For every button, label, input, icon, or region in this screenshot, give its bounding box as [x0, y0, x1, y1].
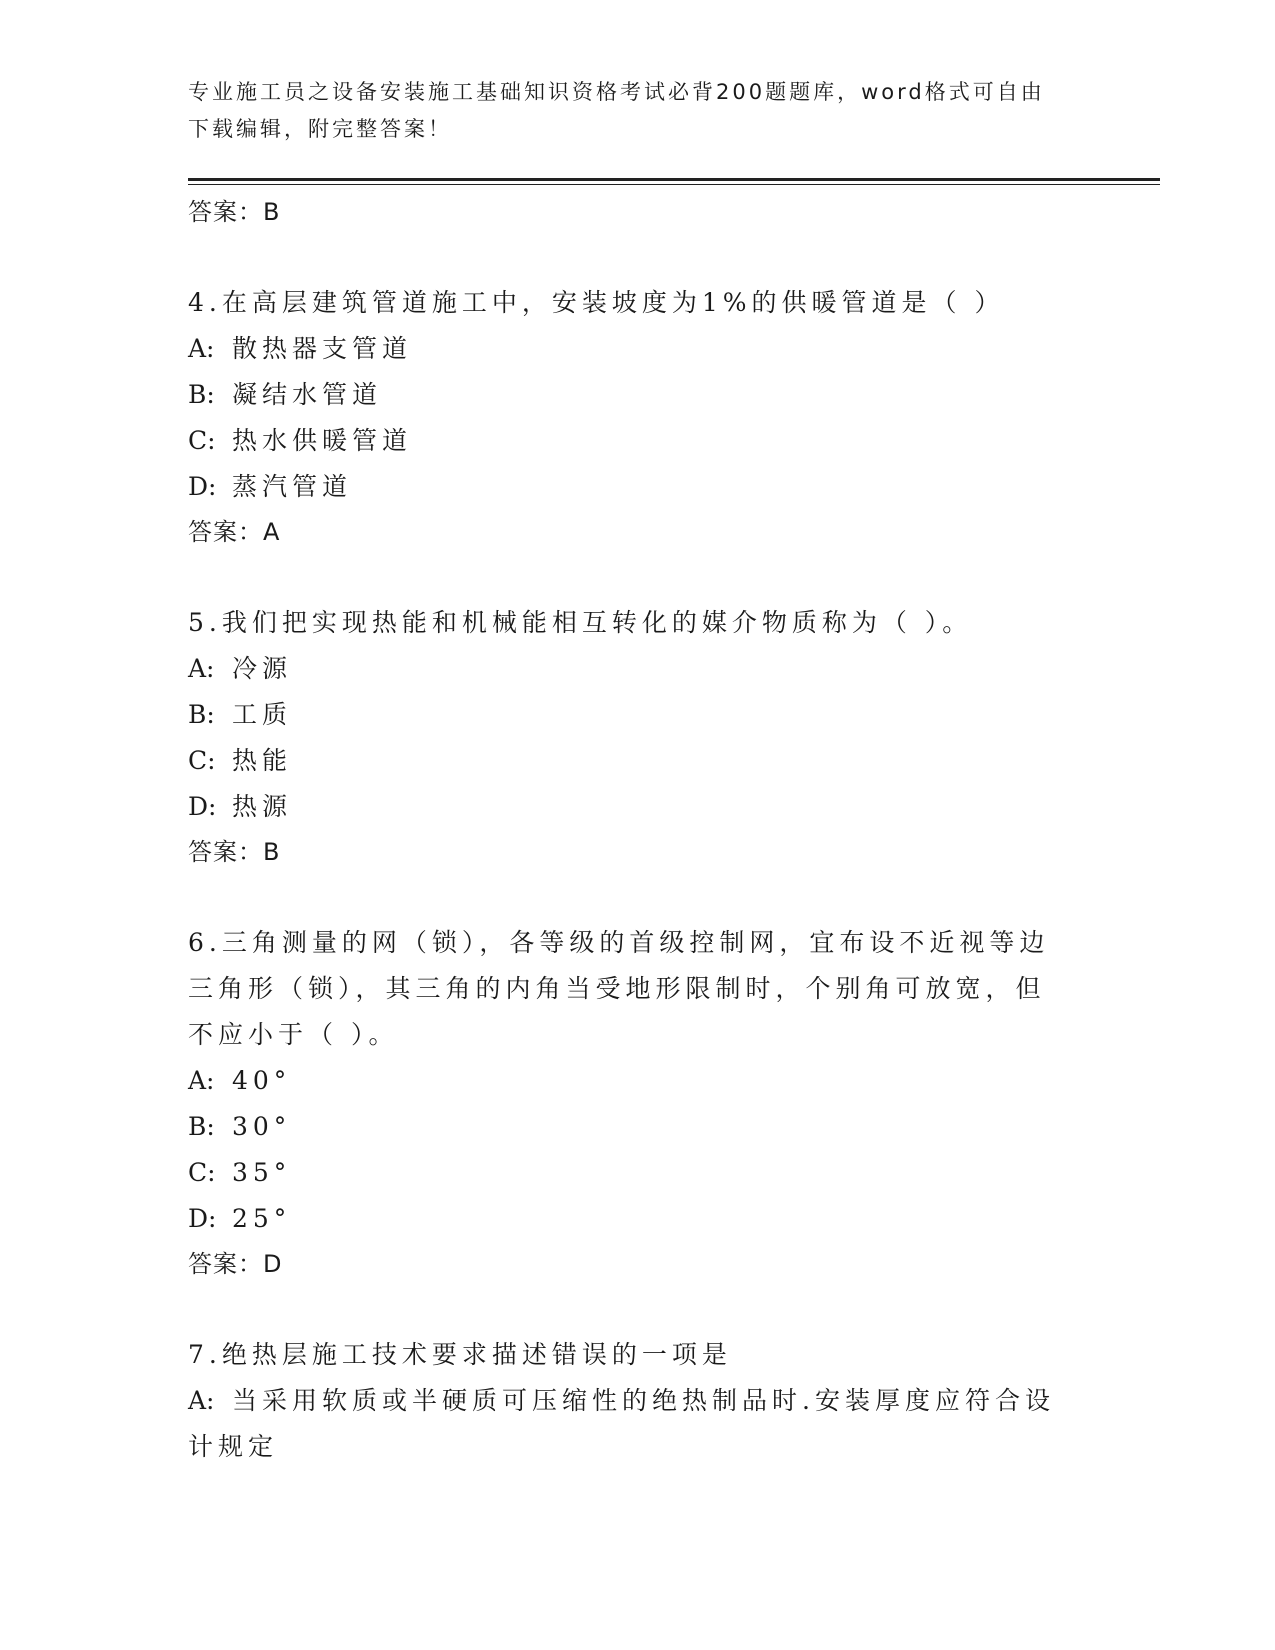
option-letter: A:: [188, 1066, 215, 1095]
option-text: 当采用软质或半硬质可压缩性的绝热制品时.安装厚度应符合设计规定: [188, 1386, 1055, 1461]
question-7: [188, 1332, 1068, 1470]
header-rule-thin: [188, 184, 1160, 185]
option-text: 蒸汽管道: [232, 472, 353, 501]
option-d: [188, 464, 1068, 510]
option-a: [188, 646, 1068, 692]
option-letter: A:: [188, 1386, 215, 1415]
option-a: [188, 1058, 1068, 1104]
option-b: [188, 372, 1068, 418]
option-text: 35°: [232, 1158, 292, 1187]
option-c: [188, 1150, 1068, 1196]
document-content: [188, 190, 1068, 1470]
document-header: 专业施工员之设备安装施工基础知识资格考试必背200题题库，word格式可自由下载编辑，附完整答案！: [188, 80, 1045, 141]
header-rule-thick: [188, 178, 1160, 181]
answer-label: 答案：B: [188, 198, 281, 226]
option-text: 30°: [232, 1112, 292, 1141]
option-text: 40°: [232, 1066, 292, 1095]
question-5: [188, 600, 1068, 875]
option-b: [188, 1104, 1068, 1150]
option-letter: D:: [188, 792, 217, 821]
option-letter: A:: [188, 334, 215, 363]
answer-label: 答案：D: [188, 1250, 283, 1278]
option-d: [188, 1196, 1068, 1242]
option-a: [188, 1378, 1068, 1470]
option-text: 散热器支管道: [232, 334, 413, 363]
option-text: 冷源: [232, 654, 293, 683]
option-text: 凝结水管道: [232, 380, 383, 409]
option-letter: B:: [188, 380, 215, 409]
option-letter: D:: [188, 472, 217, 501]
option-d: [188, 784, 1068, 830]
option-letter: D:: [188, 1204, 217, 1233]
option-c: [188, 418, 1068, 464]
question-6: [188, 920, 1068, 1287]
option-text: 工质: [232, 700, 293, 729]
option-b: [188, 692, 1068, 738]
answer-label: 答案：A: [188, 518, 281, 546]
question-stem: 4.在高层建筑管道施工中，安装坡度为1%的供暖管道是（ ）: [188, 288, 1005, 317]
option-letter: A:: [188, 654, 215, 683]
question-stem: 7.绝热层施工技术要求描述错误的一项是: [188, 1340, 732, 1369]
option-text: 25°: [232, 1204, 292, 1233]
option-letter: C:: [188, 1158, 216, 1187]
option-letter: C:: [188, 746, 216, 775]
option-letter: B:: [188, 700, 215, 729]
option-letter: C:: [188, 426, 216, 455]
option-a: [188, 326, 1068, 372]
option-text: 热能: [232, 746, 293, 775]
question-4: [188, 280, 1068, 555]
question-stem: 5.我们把实现热能和机械能相互转化的媒介物质称为（ ）。: [188, 608, 973, 637]
option-text: 热水供暖管道: [232, 426, 413, 455]
option-letter: B:: [188, 1112, 215, 1141]
answer-label: 答案：B: [188, 838, 281, 866]
option-c: [188, 738, 1068, 784]
question-stem: 6.三角测量的网（锁），各等级的首级控制网，宜布设不近视等边三角形（锁），其三角的内角当受地形限制时，个别角可放宽，但不应小于（ ）。: [188, 928, 1050, 1049]
option-text: 热源: [232, 792, 293, 821]
